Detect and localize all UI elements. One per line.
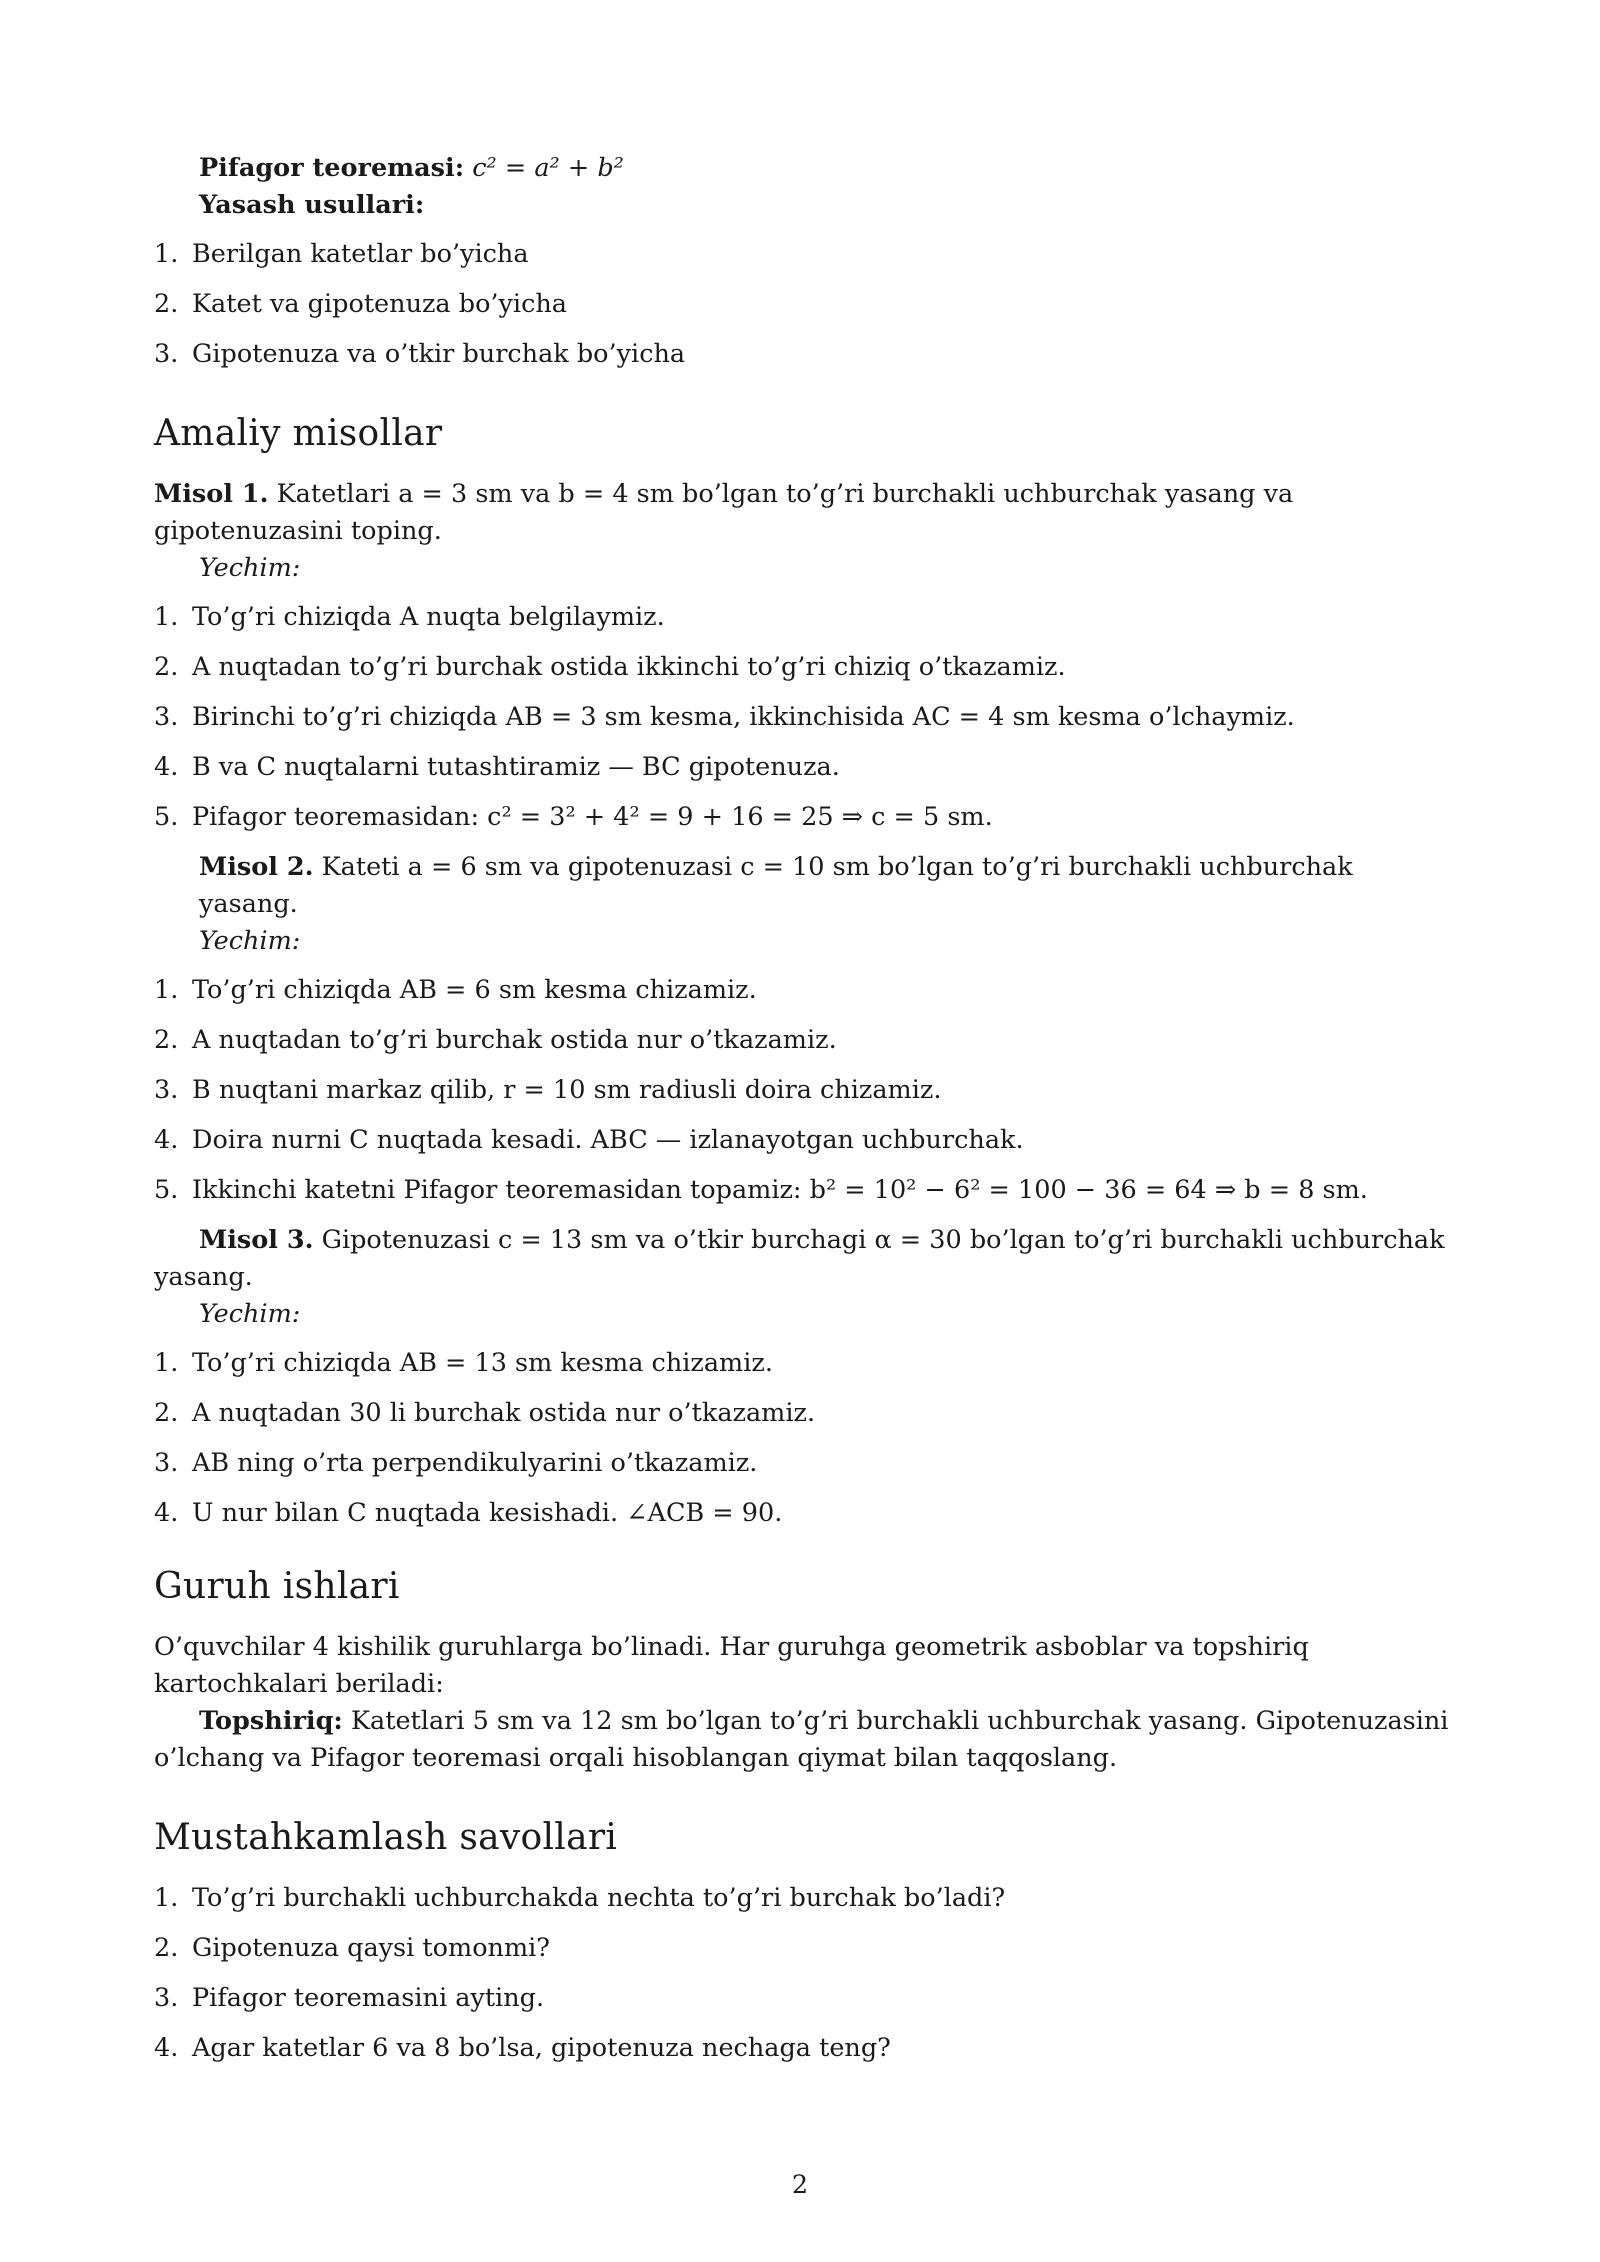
misol2-steps [154, 972, 1459, 1209]
misol2-text: Kateti a = 6 sm va gipotenuzasi c = 10 sm bo’lgan to’g’ri burchakli uchburchak yasang. [199, 852, 1353, 919]
misol3-text: Gipotenuzasi c = 13 sm va o’tkir burchagi α = 30 bo’lgan to’g’ri burchakli uchburchak yasang. [154, 1225, 1445, 1292]
pifagor-label: Pifagor teoremasi: [199, 153, 465, 183]
list-item: 3. Birinchi to’g’ri chiziqda AB = 3 sm kesma, ikkinchisida AC = 4 sm kesma o’lchaymiz. [154, 702, 1295, 732]
pifagor-formula: c² = a² + b² [472, 153, 624, 183]
list-item: 4. Doira nurni C nuqtada kesadi. ABC — izlanayotgan uchburchak. [154, 1125, 1024, 1155]
list-item: 3. Gipotenuza va o’tkir burchak bo’yicha [154, 339, 686, 369]
list-item: 1. To’g’ri chiziqda AB = 13 sm kesma chizamiz. [154, 1348, 773, 1378]
list-item: 3. Pifagor teoremasini ayting. [154, 1983, 545, 2013]
task-text: Katetlari 5 sm va 12 sm bo’lgan to’g’ri burchakli uchburchak yasang. Gipotenuzasini o’lchang va Pifagor teoremasi orqali hisoblangan qiymat bilan taqqoslang. [154, 1706, 1449, 1773]
misol1-label: Misol 1. [154, 479, 269, 509]
misol3-yechim: Yechim: [199, 1299, 301, 1329]
list-item: 1. To’g’ri burchakli uchburchakda nechta to’g’ri burchak bo’ladi? [154, 1883, 1006, 1913]
misol2-statement [154, 849, 1459, 923]
page-content [154, 150, 1459, 2080]
list-item: 4. B va C nuqtalarni tutashtiramiz — BC gipotenuza. [154, 752, 840, 782]
list-item: 3. B nuqtani markaz qilib, r = 10 sm radiusli doira chizamiz. [154, 1075, 942, 1105]
list-item: 5. Ikkinchi katetni Pifagor teoremasidan topamiz: b² = 10² − 6² = 100 − 36 = 64 ⇒ b = 8 sm. [154, 1175, 1368, 1205]
list-item: 1. To’g’ri chiziqda AB = 6 sm kesma chizamiz. [154, 975, 757, 1005]
guruh-text: O’quvchilar 4 kishilik guruhlarga bo’linadi. Har guruhga geometrik asboblar va topshiriq kartochkalari beriladi: [154, 1632, 1309, 1699]
misol3-steps [154, 1345, 1459, 1532]
misol3-statement [154, 1222, 1459, 1296]
list-item: 1. Berilgan katetlar bo’yicha [154, 239, 529, 269]
list-item: 1. To’g’ri chiziqda A nuqta belgilaymiz. [154, 602, 665, 632]
list-item: 2. Gipotenuza qaysi tomonmi? [154, 1933, 550, 1963]
misol1-statement [154, 476, 1459, 550]
misol1-text: Katetlari a = 3 sm va b = 4 sm bo’lgan to’g’ri burchakli uchburchak yasang va gipotenuzasini toping. [154, 479, 1294, 546]
task-label: Topshiriq: [199, 1706, 343, 1736]
methods-list [154, 236, 1459, 373]
misol1-yechim: Yechim: [199, 553, 301, 583]
guruh-task [154, 1703, 1459, 1777]
page-number: 2 [791, 2170, 809, 2200]
list-item: 2. A nuqtadan to’g’ri burchak ostida ikkinchi to’g’ri chiziq o’tkazamiz. [154, 652, 1066, 682]
list-item: 2. A nuqtadan to’g’ri burchak ostida nur o’tkazamiz. [154, 1025, 837, 1055]
section-title-guruh: Guruh ishlari [154, 1566, 400, 1607]
section-title-savollar: Mustahkamlash savollari [154, 1817, 618, 1858]
misol1-steps [154, 599, 1459, 836]
methods-label: Yasash usullari: [199, 190, 425, 220]
questions-list [154, 1880, 1459, 2067]
list-item: 3. AB ning o’rta perpendikulyarini o’tkazamiz. [154, 1448, 758, 1478]
list-item: 2. Katet va gipotenuza bo’yicha [154, 289, 567, 319]
misol2-label: Misol 2. [199, 852, 314, 882]
list-item: 4. Agar katetlar 6 va 8 bo’lsa, gipotenuza nechaga teng? [154, 2033, 891, 2063]
misol3-label: Misol 3. [199, 1225, 314, 1255]
misol2-yechim: Yechim: [199, 926, 301, 956]
list-item: 4. U nur bilan C nuqtada kesishadi. ∠ACB = 90. [154, 1498, 783, 1528]
list-item: 2. A nuqtadan 30 li burchak ostida nur o’tkazamiz. [154, 1398, 816, 1428]
section-title-amaliy: Amaliy misollar [154, 413, 443, 454]
list-item: 5. Pifagor teoremasidan: c² = 3² + 4² = 9 + 16 = 25 ⇒ c = 5 sm. [154, 802, 993, 832]
pifagor-line [154, 150, 1459, 187]
